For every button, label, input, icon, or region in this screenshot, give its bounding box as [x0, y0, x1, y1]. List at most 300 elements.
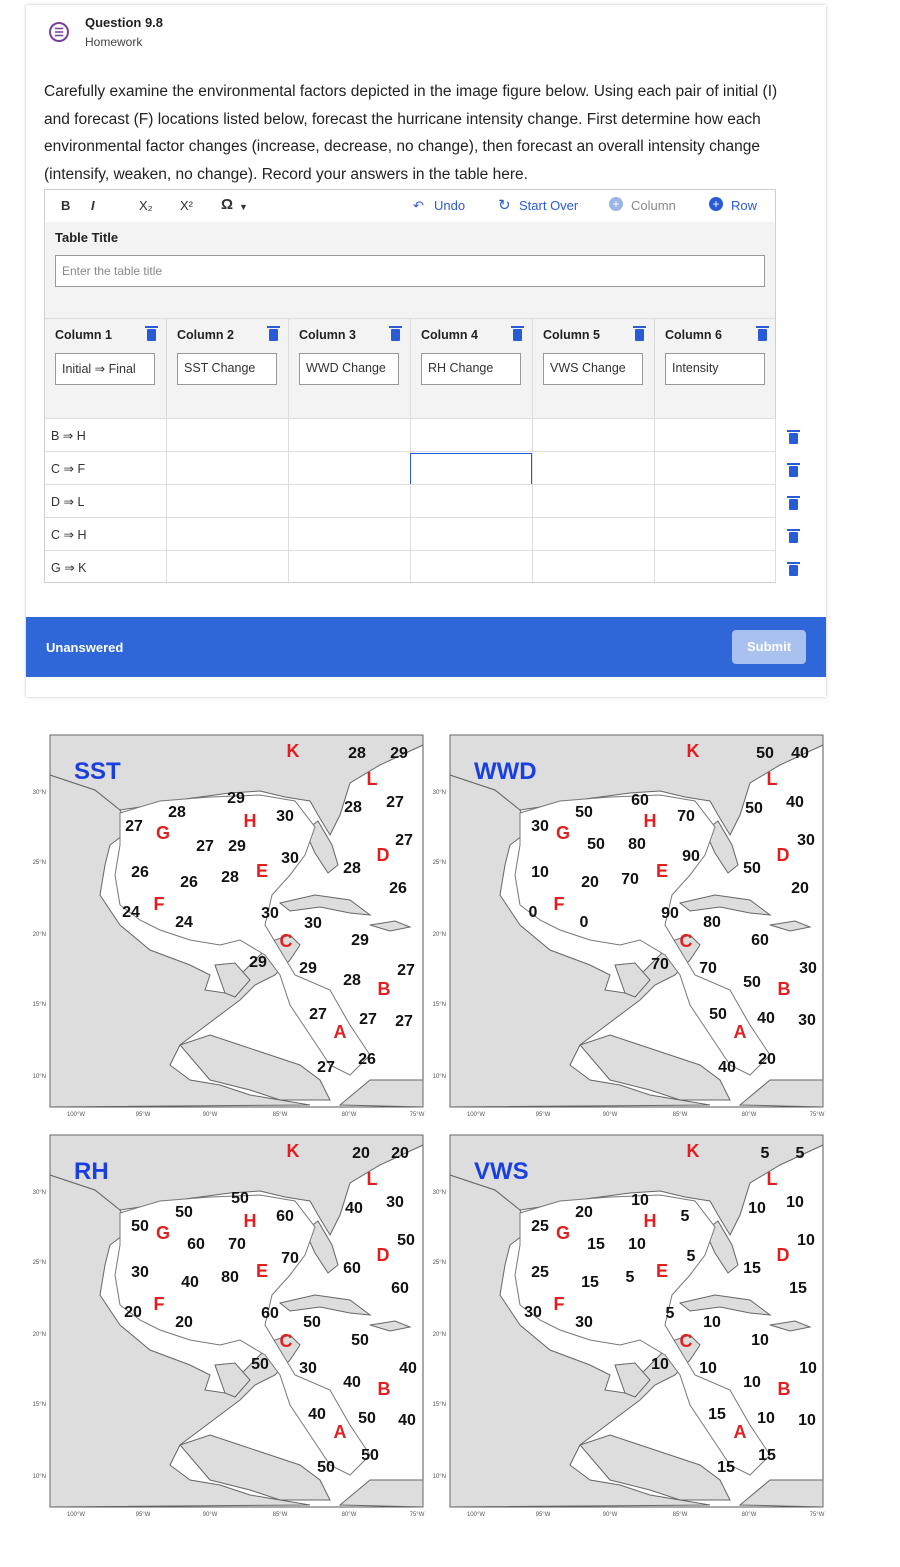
lat-tick-label: 15°N [432, 1002, 446, 1008]
location-h: H [243, 1211, 257, 1231]
map-value: 40 [345, 1200, 363, 1217]
map-value: 30 [798, 1012, 816, 1029]
delete-row-icon[interactable] [789, 466, 798, 477]
map-value: 40 [308, 1406, 326, 1423]
map-value: 10 [631, 1192, 649, 1209]
submit-button[interactable]: Submit [732, 630, 806, 664]
lon-tick-label: 85°W [272, 1112, 288, 1118]
map-value: 10 [748, 1200, 766, 1217]
location-c: C [279, 1331, 293, 1351]
lon-tick-label: 85°W [672, 1112, 688, 1118]
lon-tick-label: 100°W [466, 1512, 486, 1518]
bold-button[interactable]: B [61, 198, 71, 213]
lat-tick-label: 20°N [432, 1332, 446, 1338]
lat-tick-label: 10°N [432, 1074, 446, 1080]
map-value: 30 [304, 915, 322, 932]
map-value: 50 [575, 804, 593, 821]
selected-cell[interactable] [410, 453, 532, 485]
location-g: G [155, 1223, 171, 1243]
table-cell[interactable] [411, 551, 533, 584]
table-title-label: Table Title [55, 230, 119, 245]
map-value: 30 [797, 832, 815, 849]
map-value: 27 [397, 962, 415, 979]
column-name: Column 5 [543, 328, 600, 342]
map-panel-sst [33, 735, 425, 1118]
location-g: G [155, 823, 171, 843]
row-label: C ⇒ F [51, 462, 86, 476]
location-g: G [555, 823, 571, 843]
column-header-input[interactable]: Initial ⇒ Final [55, 353, 155, 385]
column-name: Column 1 [55, 328, 112, 342]
lat-tick-label: 25°N [32, 860, 46, 866]
table-cell[interactable] [45, 551, 167, 584]
table-cell[interactable] [45, 485, 167, 518]
map-value: 15 [743, 1260, 761, 1277]
table-cell[interactable] [289, 551, 411, 584]
lon-tick-label: 75°W [809, 1512, 825, 1518]
map-value: 5 [686, 1248, 696, 1265]
column-header-6 [655, 319, 777, 419]
undo-icon[interactable]: ↶ [413, 198, 424, 213]
delete-column-icon[interactable] [269, 329, 278, 341]
start-over-button[interactable]: Start Over [519, 198, 579, 213]
subscript-button[interactable]: X₂ [139, 198, 153, 213]
map-value: 60 [391, 1280, 409, 1297]
map-value: 27 [317, 1059, 335, 1076]
map-value: 80 [221, 1269, 239, 1286]
map-value: 29 [249, 954, 267, 971]
table-cell[interactable] [655, 452, 776, 485]
map-value: 40 [786, 794, 804, 811]
location-b: B [377, 979, 391, 999]
map-value: 10 [651, 1356, 669, 1373]
map-value: 40 [791, 745, 809, 762]
lon-tick-label: 100°W [66, 1512, 86, 1518]
column-header-input[interactable]: SST Change [177, 353, 277, 385]
map-value: 50 [587, 836, 605, 853]
lat-tick-label: 25°N [432, 1260, 446, 1266]
location-b: B [777, 1379, 791, 1399]
map-value: 30 [575, 1314, 593, 1331]
table-cell[interactable] [411, 485, 533, 518]
answer-status-bar [26, 617, 826, 677]
add-row-button[interactable]: Row [731, 198, 758, 213]
add-column-button[interactable]: Column [631, 198, 676, 213]
map-value: 15 [587, 1236, 605, 1253]
map-value: 27 [395, 1013, 413, 1030]
map-value: 25 [531, 1264, 549, 1281]
map-value: 27 [395, 832, 413, 849]
map-value: 28 [343, 860, 361, 877]
table-row [45, 418, 776, 452]
map-value: 10 [628, 1236, 646, 1253]
row-label: G ⇒ K [51, 561, 87, 575]
lon-tick-label: 90°W [202, 1112, 218, 1118]
table-cell[interactable] [655, 419, 776, 452]
location-f: F [553, 894, 565, 914]
lat-tick-label: 15°N [32, 1002, 46, 1008]
map-value: 50 [756, 745, 774, 762]
table-cell[interactable] [45, 419, 167, 452]
map-value: 27 [125, 818, 143, 835]
map-value: 5 [625, 1269, 635, 1286]
map-value: 50 [251, 1356, 269, 1373]
lon-tick-label: 80°W [341, 1112, 357, 1118]
map-value: 28 [343, 972, 361, 989]
map-value: 5 [760, 1145, 770, 1162]
delete-row-icon[interactable] [789, 433, 798, 444]
map-value: 90 [661, 905, 679, 922]
table-cell[interactable] [167, 518, 289, 551]
maps-svg [0, 725, 900, 1562]
add-row-icon[interactable]: + [709, 197, 723, 211]
map-value: 10 [798, 1412, 816, 1429]
add-column-icon[interactable]: + [609, 197, 623, 211]
lat-tick-label: 25°N [32, 1260, 46, 1266]
lon-tick-label: 90°W [602, 1112, 618, 1118]
map-value: 40 [398, 1412, 416, 1429]
map-value: 27 [309, 1006, 327, 1023]
map-value: 50 [175, 1204, 193, 1221]
symbol-button[interactable]: Ω [221, 196, 234, 213]
location-e: E [255, 861, 269, 881]
map-value: 50 [361, 1447, 379, 1464]
map-value: 29 [390, 745, 408, 762]
map-value: 30 [281, 850, 299, 867]
column-header-1 [45, 319, 167, 419]
map-value: 50 [743, 860, 761, 877]
map-value: 27 [359, 1011, 377, 1028]
superscript-button[interactable]: X² [180, 198, 193, 213]
location-e: E [255, 1261, 269, 1281]
map-value: 10 [743, 1374, 761, 1391]
column-header-row [45, 318, 775, 419]
editor-toolbar [45, 190, 775, 222]
table-cell[interactable] [45, 518, 167, 551]
row-label: B ⇒ H [51, 429, 86, 443]
lon-tick-label: 85°W [672, 1512, 688, 1518]
question-subtitle: Homework [85, 35, 143, 49]
map-value: 40 [757, 1010, 775, 1027]
column-header-input[interactable]: Intensity [665, 353, 765, 385]
map-value: 15 [789, 1280, 807, 1297]
map-value: 30 [531, 818, 549, 835]
map-title: VWS [474, 1158, 529, 1185]
column-header-input[interactable]: VWS Change [543, 353, 643, 385]
chevron-down-icon[interactable]: ▼ [239, 202, 248, 212]
map-value: 29 [228, 838, 246, 855]
answer-status: Unanswered [46, 640, 124, 655]
map-value: 50 [358, 1410, 376, 1427]
map-value: 5 [795, 1145, 805, 1162]
map-panel-vws [433, 1135, 825, 1518]
table-title-input[interactable]: Enter the table title [55, 255, 765, 287]
map-value: 30 [131, 1264, 149, 1281]
lat-tick-label: 15°N [432, 1402, 446, 1408]
location-a: A [733, 1022, 747, 1042]
column-header-4 [411, 319, 533, 419]
column-header-3 [289, 319, 411, 419]
map-value: 5 [680, 1208, 690, 1225]
table-row [45, 550, 776, 584]
lat-tick-label: 20°N [432, 932, 446, 938]
column-name: Column 4 [421, 328, 478, 342]
location-d: D [776, 845, 790, 865]
map-value: 28 [348, 745, 366, 762]
location-d: D [376, 1245, 390, 1265]
delete-row-icon[interactable] [789, 499, 798, 510]
lat-tick-label: 10°N [432, 1474, 446, 1480]
lat-tick-label: 25°N [432, 860, 446, 866]
column-header-input[interactable]: RH Change [421, 353, 521, 385]
location-l: L [766, 1169, 778, 1189]
lon-tick-label: 80°W [741, 1512, 757, 1518]
delete-column-icon[interactable] [758, 329, 767, 341]
lat-tick-label: 10°N [32, 1074, 46, 1080]
delete-row-icon[interactable] [789, 565, 798, 576]
map-value: 26 [131, 864, 149, 881]
undo-button[interactable]: Undo [434, 198, 466, 213]
lon-tick-label: 95°W [135, 1112, 151, 1118]
map-value: 30 [299, 1360, 317, 1377]
map-value: 50 [317, 1459, 335, 1476]
map-value: 28 [221, 869, 239, 886]
map-value: 50 [397, 1232, 415, 1249]
column-header-5 [533, 319, 655, 419]
column-name: Column 2 [177, 328, 234, 342]
location-a: A [333, 1422, 347, 1442]
table-cell[interactable] [411, 419, 533, 452]
map-value: 15 [581, 1274, 599, 1291]
location-k: K [286, 741, 300, 761]
location-b: B [377, 1379, 391, 1399]
map-value: 29 [299, 960, 317, 977]
location-a: A [733, 1422, 747, 1442]
location-d: D [376, 845, 390, 865]
map-value: 70 [677, 808, 695, 825]
table-cell[interactable] [167, 485, 289, 518]
map-value: 27 [386, 794, 404, 811]
lon-tick-label: 80°W [741, 1112, 757, 1118]
map-value: 29 [351, 932, 369, 949]
location-k: K [686, 1141, 700, 1161]
table-cell[interactable] [45, 452, 167, 485]
table-cell[interactable] [655, 518, 776, 551]
table-cell[interactable] [411, 518, 533, 551]
table-cell[interactable] [289, 485, 411, 518]
map-value: 26 [389, 880, 407, 897]
map-value: 29 [227, 790, 245, 807]
map-value: 28 [344, 799, 362, 816]
table-cell[interactable] [289, 518, 411, 551]
map-title: RH [74, 1158, 109, 1185]
map-value: 40 [399, 1360, 417, 1377]
lat-tick-label: 20°N [32, 932, 46, 938]
map-value: 10 [531, 864, 549, 881]
table-cell[interactable] [533, 518, 655, 551]
map-value: 28 [168, 804, 186, 821]
row-label: D ⇒ L [51, 495, 85, 509]
map-value: 80 [703, 914, 721, 931]
map-value: 0 [528, 904, 538, 921]
map-value: 20 [758, 1051, 776, 1068]
location-e: E [655, 861, 669, 881]
column-name: Column 3 [299, 328, 356, 342]
map-value: 70 [621, 871, 639, 888]
map-value: 60 [631, 792, 649, 809]
location-h: H [643, 811, 657, 831]
table-cell[interactable] [533, 485, 655, 518]
map-value: 24 [122, 904, 140, 921]
map-value: 10 [757, 1410, 775, 1427]
table-cell[interactable] [533, 551, 655, 584]
lon-tick-label: 100°W [466, 1112, 486, 1118]
map-value: 70 [281, 1250, 299, 1267]
map-value: 10 [799, 1360, 817, 1377]
lon-tick-label: 95°W [535, 1512, 551, 1518]
table-row [45, 517, 776, 551]
location-f: F [153, 1294, 165, 1314]
map-panel-rh [33, 1135, 425, 1518]
map-value: 50 [351, 1332, 369, 1349]
delete-column-icon[interactable] [147, 329, 156, 341]
lat-tick-label: 30°N [432, 790, 446, 796]
map-value: 60 [187, 1236, 205, 1253]
map-value: 70 [699, 960, 717, 977]
table-row [45, 484, 776, 518]
location-f: F [153, 894, 165, 914]
table-row [45, 451, 776, 485]
map-value: 10 [751, 1332, 769, 1349]
map-value: 20 [175, 1314, 193, 1331]
map-value: 50 [743, 974, 761, 991]
map-value: 20 [791, 880, 809, 897]
lon-tick-label: 75°W [409, 1512, 425, 1518]
italic-button[interactable]: I [91, 198, 95, 213]
map-value: 20 [124, 1304, 142, 1321]
location-l: L [366, 769, 378, 789]
table-cell[interactable] [533, 419, 655, 452]
map-value: 50 [303, 1314, 321, 1331]
lon-tick-label: 95°W [135, 1512, 151, 1518]
lat-tick-label: 15°N [32, 1402, 46, 1408]
table-cell[interactable] [167, 452, 289, 485]
map-title: SST [74, 758, 121, 785]
map-panel-wwd [433, 735, 825, 1118]
table-cell[interactable] [167, 419, 289, 452]
map-value: 27 [196, 838, 214, 855]
table-title-panel [45, 222, 775, 318]
map-value: 20 [352, 1145, 370, 1162]
lon-tick-label: 90°W [202, 1512, 218, 1518]
delete-column-icon[interactable] [391, 329, 400, 341]
map-value: 15 [708, 1406, 726, 1423]
table-cell[interactable] [533, 452, 655, 485]
lon-tick-label: 90°W [602, 1512, 618, 1518]
delete-column-icon[interactable] [635, 329, 644, 341]
lon-tick-label: 75°W [409, 1112, 425, 1118]
map-value: 26 [358, 1051, 376, 1068]
location-l: L [366, 1169, 378, 1189]
location-c: C [679, 931, 693, 951]
lat-tick-label: 30°N [32, 1190, 46, 1196]
map-value: 10 [786, 1194, 804, 1211]
delete-row-icon[interactable] [789, 532, 798, 543]
environmental-factor-maps [0, 725, 900, 1562]
question-title: Question 9.8 [85, 15, 164, 30]
map-value: 70 [651, 956, 669, 973]
map-value: 5 [665, 1305, 675, 1322]
lat-tick-label: 20°N [32, 1332, 46, 1338]
table-cell[interactable] [655, 485, 776, 518]
map-value: 40 [718, 1059, 736, 1076]
map-value: 26 [180, 874, 198, 891]
location-h: H [243, 811, 257, 831]
map-value: 50 [231, 1190, 249, 1207]
map-value: 15 [717, 1459, 735, 1476]
map-value: 25 [531, 1218, 549, 1235]
lon-tick-label: 85°W [272, 1512, 288, 1518]
column-header-input[interactable]: WWD Change [299, 353, 399, 385]
map-value: 20 [581, 874, 599, 891]
table-cell[interactable] [289, 419, 411, 452]
lat-tick-label: 30°N [432, 1190, 446, 1196]
location-g: G [555, 1223, 571, 1243]
map-value: 30 [276, 808, 294, 825]
map-value: 10 [703, 1314, 721, 1331]
map-value: 80 [628, 836, 646, 853]
table-cell[interactable] [167, 551, 289, 584]
column-name: Column 6 [665, 328, 722, 342]
question-bubble-icon: ☰ [49, 22, 69, 42]
location-l: L [766, 769, 778, 789]
location-d: D [776, 1245, 790, 1265]
map-value: 20 [575, 1204, 593, 1221]
delete-column-icon[interactable] [513, 329, 522, 341]
column-header-2 [167, 319, 289, 419]
table-cell[interactable] [655, 551, 776, 584]
table-cell[interactable] [289, 452, 411, 485]
map-value: 60 [343, 1260, 361, 1277]
question-prompt: Carefully examine the environmental factors depicted in the image figure below. Using each pair of initial (I) and forecast (F) locations listed below, forecast the hurricane intensity change. First determine how each environmental factor changes (increase, decrease, no change), then forecast an overall intensity change (intensify, weaken, no change). Record your answers in the table here. [44, 83, 778, 183]
lat-tick-label: 10°N [32, 1474, 46, 1480]
table-editor [44, 189, 776, 583]
map-value: 50 [745, 800, 763, 817]
map-value: 30 [261, 905, 279, 922]
map-value: 70 [228, 1236, 246, 1253]
map-value: 30 [386, 1194, 404, 1211]
map-value: 60 [276, 1208, 294, 1225]
location-c: C [679, 1331, 693, 1351]
map-title: WWD [474, 758, 537, 785]
map-value: 20 [391, 1145, 409, 1162]
location-k: K [286, 1141, 300, 1161]
map-value: 10 [699, 1360, 717, 1377]
location-f: F [553, 1294, 565, 1314]
start-over-icon[interactable]: ↻ [498, 197, 511, 214]
map-value: 50 [709, 1006, 727, 1023]
map-value: 40 [181, 1274, 199, 1291]
map-value: 30 [799, 960, 817, 977]
map-value: 30 [524, 1304, 542, 1321]
map-value: 60 [261, 1305, 279, 1322]
lon-tick-label: 100°W [66, 1112, 86, 1118]
location-k: K [686, 741, 700, 761]
map-value: 90 [682, 848, 700, 865]
map-value: 24 [175, 914, 193, 931]
row-label: C ⇒ H [51, 528, 87, 542]
map-value: 60 [751, 932, 769, 949]
